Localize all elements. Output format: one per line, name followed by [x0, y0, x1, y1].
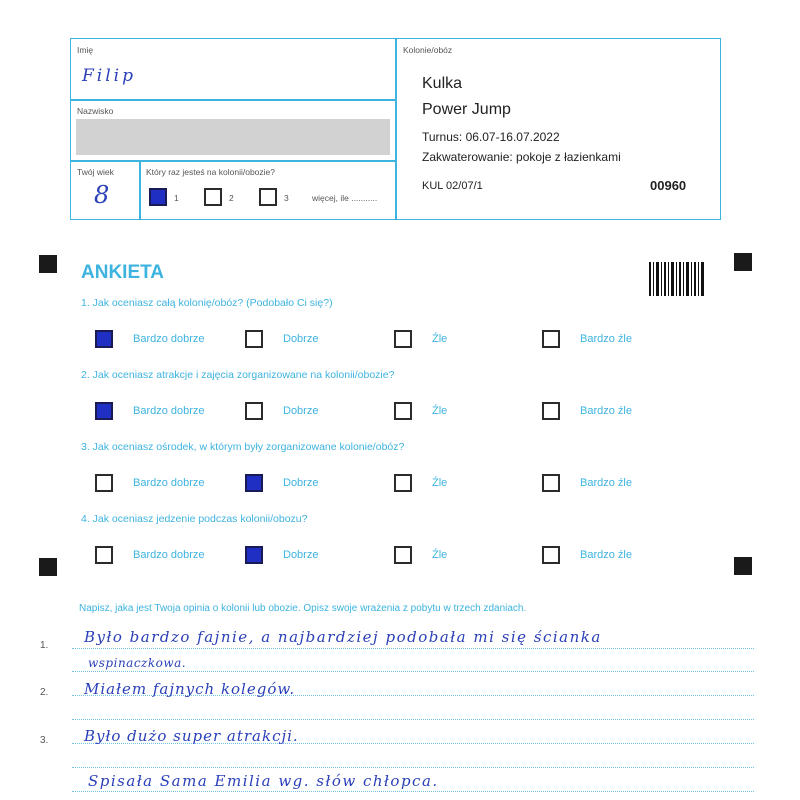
opinion-line-number-1: 1. [40, 640, 49, 651]
question-2-text: 2. Jak oceniasz atrakcje i zajęcia zorganizowane na kolonii/obozie? [81, 369, 395, 381]
opinion-prompt: Napisz, jaka jest Twoja opinia o kolonii lub obozie. Opisz swoje wrażenia z pobytu w trzech zdaniach. [79, 603, 527, 614]
question-3-text: 3. Jak oceniasz ośrodek, w którym były zorganizowane kolonie/obóz? [81, 441, 405, 453]
q4-label-bardzo-zle: Bardzo źle [580, 549, 632, 561]
header-divider-vertical [395, 38, 397, 220]
surname-label: Nazwisko [77, 106, 114, 116]
q3-checkbox-dobrze[interactable] [245, 474, 263, 492]
registration-marker-top-right [734, 253, 752, 271]
camp-name: Kulka [422, 75, 463, 92]
age-label: Twój wiek [77, 167, 114, 177]
q1-label-bardzo-dobrze: Bardzo dobrze [133, 333, 205, 345]
times-checkbox-1[interactable] [149, 188, 167, 206]
opinion-ruling-line [72, 671, 754, 672]
q3-checkbox-bardzo-zle[interactable] [542, 474, 560, 492]
question-4-text: 4. Jak oceniasz jedzenie podczas kolonii/obozu? [81, 513, 308, 525]
q3-checkbox-zle[interactable] [394, 474, 412, 492]
times-checkbox-3[interactable] [259, 188, 277, 206]
times-checkbox-2[interactable] [204, 188, 222, 206]
q2-label-dobrze: Dobrze [283, 405, 319, 417]
camp-number: 00960 [650, 178, 687, 193]
opinion-ruling-line [72, 719, 754, 720]
q2-checkbox-zle[interactable] [394, 402, 412, 420]
times-option-1: 1 [174, 193, 179, 203]
q3-label-dobrze: Dobrze [283, 477, 319, 489]
q1-label-bardzo-zle: Bardzo źle [580, 333, 632, 345]
times-option-3: 3 [284, 193, 289, 203]
opinion-handwritten-line-2: wspinaczkowa. [88, 656, 187, 670]
opinion-line-number-3: 3. [40, 735, 49, 746]
camp-code: KUL 02/07/1 [422, 180, 483, 192]
registration-marker-bottom-left [39, 558, 57, 576]
camp-label: Kolonie/obóz [403, 45, 453, 55]
times-option-2: 2 [229, 193, 234, 203]
q1-label-dobrze: Dobrze [283, 333, 319, 345]
q4-label-dobrze: Dobrze [283, 549, 319, 561]
q2-label-zle: Źle [432, 405, 448, 417]
q3-label-bardzo-zle: Bardzo źle [580, 477, 632, 489]
opinion-ruling-line [72, 791, 754, 792]
name-value: Filip [82, 66, 136, 86]
q4-label-zle: Źle [432, 549, 448, 561]
q4-checkbox-dobrze[interactable] [245, 546, 263, 564]
opinion-handwritten-line-5: Spisała Sama Emilia wg. słów chłopca. [88, 772, 439, 790]
q2-label-bardzo-zle: Bardzo źle [580, 405, 632, 417]
q2-checkbox-bardzo-zle[interactable] [542, 402, 560, 420]
survey-title: ANKIETA [81, 262, 165, 283]
surname-redacted [76, 119, 390, 155]
q2-label-bardzo-dobrze: Bardzo dobrze [133, 405, 205, 417]
opinion-handwritten-line-4: Było dużo super atrakcji. [84, 727, 299, 745]
header-divider-1 [70, 99, 396, 101]
q3-label-zle: Źle [432, 477, 448, 489]
opinion-ruling-line [72, 648, 754, 649]
q1-checkbox-bardzo-dobrze[interactable] [95, 330, 113, 348]
q3-checkbox-bardzo-dobrze[interactable] [95, 474, 113, 492]
q4-checkbox-bardzo-zle[interactable] [542, 546, 560, 564]
age-value: 8 [94, 181, 110, 209]
times-more-label: więcej, ile ........... [312, 193, 378, 203]
q4-checkbox-bardzo-dobrze[interactable] [95, 546, 113, 564]
opinion-line-number-2: 2. [40, 687, 49, 698]
q2-checkbox-dobrze[interactable] [245, 402, 263, 420]
name-label: Imię [77, 45, 94, 55]
header-divider-age [139, 160, 141, 220]
q1-label-zle: Źle [432, 333, 448, 345]
q1-checkbox-zle[interactable] [394, 330, 412, 348]
opinion-ruling-line [72, 767, 754, 768]
barcode-icon [649, 262, 704, 296]
header-divider-2 [70, 160, 396, 162]
times-label: Który raz jesteś na kolonii/obozie? [146, 167, 275, 177]
q1-checkbox-dobrze[interactable] [245, 330, 263, 348]
camp-turnus: Turnus: 06.07-16.07.2022 [422, 130, 560, 144]
q2-checkbox-bardzo-dobrze[interactable] [95, 402, 113, 420]
q4-label-bardzo-dobrze: Bardzo dobrze [133, 549, 205, 561]
q1-checkbox-bardzo-zle[interactable] [542, 330, 560, 348]
camp-program: Power Jump [422, 101, 511, 118]
q3-label-bardzo-dobrze: Bardzo dobrze [133, 477, 205, 489]
registration-marker-bottom-right [734, 557, 752, 575]
registration-marker-top-left [39, 255, 57, 273]
opinion-handwritten-line-3: Miałem fajnych kolegów. [84, 680, 296, 698]
camp-accommodation: Zakwaterowanie: pokoje z łazienkami [422, 150, 621, 164]
question-1-text: 1. Jak oceniasz całą kolonię/obóz? (Podobało Ci się?) [81, 297, 333, 309]
opinion-handwritten-line-1: Było bardzo fajnie, a najbardziej podobała mi się ścianka [84, 628, 602, 646]
q4-checkbox-zle[interactable] [394, 546, 412, 564]
